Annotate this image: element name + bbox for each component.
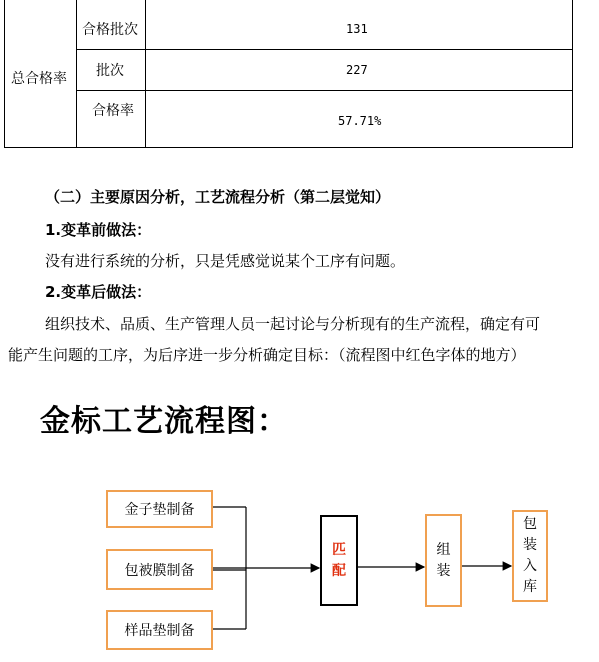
table-group-label: 总合格率 [11,71,67,87]
section-heading: （二）主要原因分析，工艺流程分析（第二层觉知） [45,188,391,206]
pack-char: 包 [523,516,537,532]
assemble-char: 组 [436,541,451,558]
before-title: 1.变革前做法： [45,221,152,239]
table-row-label: 合格批次 [82,22,138,38]
table-row-value: 57.71% [338,114,382,128]
pack-char: 入 [523,558,537,574]
table-row-label: 合格率 [92,103,134,119]
flow-box-pack-storage [512,510,548,602]
table-row-value: 227 [346,63,368,77]
match-char: 配 [332,562,346,579]
table-row-label: 批次 [96,63,124,79]
pack-char: 装 [523,537,537,553]
after-text-line1: 组织技术、品质、生产管理人员一起讨论与分析现有的生产流程，确定有可 [45,315,541,333]
flow-box-match [320,515,358,606]
after-text-line2: 能产生问题的工序，为后序进一步分析确定目标：（流程图中红色字体的地方） [8,346,526,364]
chart-title: 金标工艺流程图： [40,404,288,439]
assemble-char: 装 [436,562,451,579]
flow-box-assemble [425,514,462,607]
flow-box-sample-pad: 样品垫制备 [106,610,213,650]
flow-box-coating-film: 包被膜制备 [106,549,213,590]
match-char: 匹 [332,541,346,558]
before-text: 没有进行系统的分析，只是凭感觉说某个工序有问题。 [45,252,406,270]
pack-char: 库 [523,579,537,595]
flow-box-gold-pad: 金子垫制备 [106,490,213,528]
table-row-value: 131 [346,22,368,36]
after-title: 2.变革后做法： [45,283,152,301]
